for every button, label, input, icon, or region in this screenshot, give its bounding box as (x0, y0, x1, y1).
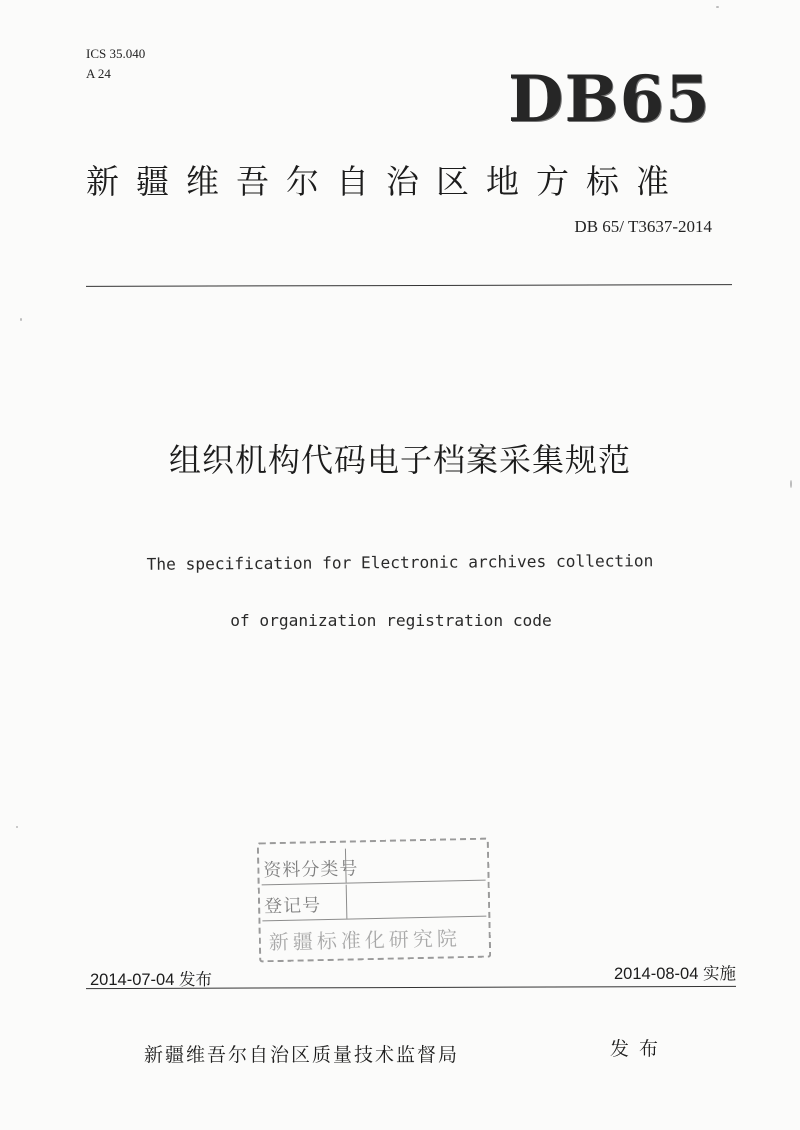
stamp-divider (346, 885, 348, 919)
stamp-registration-label: 登记号 (263, 895, 322, 918)
scan-speck (20, 318, 22, 321)
stamp-row-classification (261, 846, 486, 886)
publisher-name: 新疆维吾尔自治区质量技术监督局 (144, 1044, 460, 1066)
standard-org-title: 新疆维吾尔自治区地方标准 (86, 162, 686, 201)
stamp-classification-label: 资料分类号 (263, 858, 359, 882)
archive-stamp (257, 838, 491, 963)
issue-date: 2014-07-04 发布 (90, 971, 212, 989)
publish-label: 发布 (610, 1038, 669, 1060)
document-title-en-line1: The specification for Electronic archives collection (146, 551, 654, 574)
stamp-institution: 新疆标准化研究院 (268, 926, 462, 955)
classification-code: A 24 (86, 66, 111, 81)
document-title-zh: 组织机构代码电子档案采集规范 (168, 441, 631, 479)
stamp-row-registration (262, 882, 487, 922)
ics-code: ICS 35.040 (86, 46, 146, 61)
scan-speck (716, 6, 719, 8)
document-title-en-line2: of organization registration code (230, 611, 552, 630)
implementation-date: 2014-08-04 实施 (614, 965, 736, 983)
scan-speck (790, 480, 792, 488)
standard-number: DB 65/ T3637-2014 (574, 217, 712, 236)
header-divider (86, 284, 732, 287)
db65-logo: DB65 (508, 62, 711, 137)
scan-speck (16, 826, 18, 828)
